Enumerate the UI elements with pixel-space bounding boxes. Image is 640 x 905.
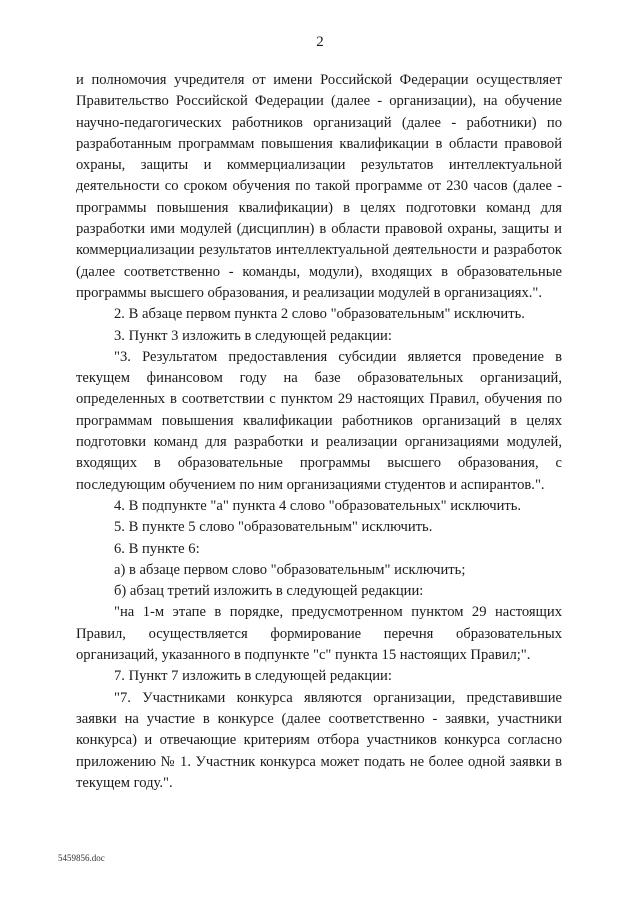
paragraph-item-3: 3. Пункт 3 изложить в следующей редакции: xyxy=(114,327,392,344)
document-body xyxy=(76,70,562,794)
paragraph-item-6b-text: "на 1-м этапе в порядке, предусмотренном пунктом 29 настоящих Правил, осуществляется формирование перечня образовательных организаций, указанного в подпункте "с" пункта 15 настоящих Правил;". xyxy=(76,604,562,664)
paragraph-continuation: и полномочия учредителя от имени Российской Федерации осуществляет Правительство Российской Федерации (далее - организации), на обучение научно-педагогических работников организаций (далее - работники) по разработанным программам повышения квалификации в области правовой охраны, защиты и коммерциализации результатов интеллектуальной деятельности со сроком обучения по такой программе от 230 часов (далее - программы повышения квалификации) в целях подготовки команд для разработки ими модулей (дисциплин) в области правовой охраны, защиты и коммерциализации результатов интеллектуальной деятельности и разработок (далее соответственно - команды, модули), входящих в образовательные программы высшего образования, и реализации модулей в организациях.". xyxy=(76,72,562,301)
paragraph-item-3-text: "3. Результатом предоставления субсидии является проведение в текущем финансовом году на базе образовательных организаций, определенных в соответствии с пунктом 29 настоящих Правил, обучения по программам повышения квалификации работников организаций в целях подготовки команд для разработки и реализации организациями модулей, входящих в образовательные программы высшего образования, с последующим обучением по ним организациями студентов и аспирантов.". xyxy=(76,348,562,493)
paragraph-item-2: 2. В абзаце первом пункта 2 слово "образовательным" исключить. xyxy=(114,306,525,323)
paragraph-item-4: 4. В подпункте "а" пункта 4 слово "образовательных" исключить. xyxy=(114,497,522,514)
paragraph-item-7-text: "7. Участниками конкурса являются организации, представившие заявки на участие в конкурсе (далее соответственно - заявки, участники конкурса) и отвечающие критериям отбора участников конкурса согласно приложению № 1. Участник конкурса может подать не более одной заявки в текущем году.". xyxy=(76,689,562,791)
footer-filename: 5459856.doc xyxy=(58,853,105,863)
paragraph-item-7: 7. Пункт 7 изложить в следующей редакции: xyxy=(114,668,392,685)
page-number: 2 xyxy=(316,34,324,50)
paragraph-item-6a: а) в абзаце первом слово "образовательным" исключить; xyxy=(114,561,466,578)
paragraph-item-6b: б) абзац третий изложить в следующей редакции: xyxy=(114,583,424,600)
paragraph-item-5: 5. В пункте 5 слово "образовательным" исключить. xyxy=(114,519,433,536)
paragraph-item-6: 6. В пункте 6: xyxy=(114,540,200,557)
